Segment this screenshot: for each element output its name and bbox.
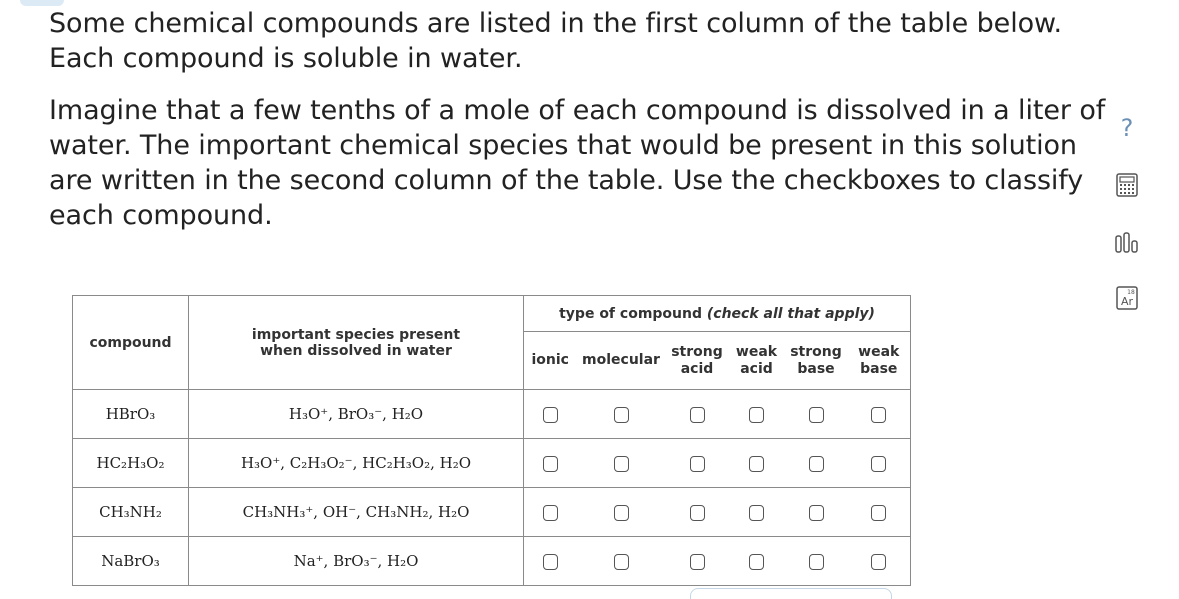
molecular-checkbox[interactable] xyxy=(614,407,629,423)
classification-table xyxy=(72,295,911,586)
question-prompt xyxy=(49,6,1119,250)
table-row xyxy=(73,390,911,439)
table-row xyxy=(73,488,911,537)
weak-acid-checkbox[interactable] xyxy=(749,505,764,521)
table-row xyxy=(73,439,911,488)
compound-cell: NaBrO₃ xyxy=(73,537,189,586)
question-mark-icon: ? xyxy=(1120,114,1134,142)
data-chart-button[interactable] xyxy=(1112,228,1142,258)
header-weak-acid: weak acid xyxy=(729,332,785,390)
molecular-checkbox[interactable] xyxy=(614,505,629,521)
weak-base-checkbox[interactable] xyxy=(871,505,886,521)
molecular-checkbox[interactable] xyxy=(614,554,629,570)
header-ionic: ionic xyxy=(524,332,577,390)
weak-base-checkbox[interactable] xyxy=(871,407,886,423)
strong-acid-checkbox[interactable] xyxy=(690,456,705,472)
header-type-of-compound xyxy=(524,296,911,332)
weak-base-checkbox[interactable] xyxy=(871,456,886,472)
header-strong-base: strong base xyxy=(785,332,848,390)
compound-cell: CH₃NH₂ xyxy=(73,488,189,537)
header-species-line2: when dissolved in water xyxy=(260,342,452,359)
compound-cell: HBrO₃ xyxy=(73,390,189,439)
strong-acid-checkbox[interactable] xyxy=(690,407,705,423)
prompt-paragraph-2: Imagine that a few tenths of a mole of each compound is dissolved in a liter of water. The important chemical species that would be present in this solution are written in the second column of the table. Use the checkboxes to classify each compound. xyxy=(49,95,1106,231)
header-type-main: type of compound xyxy=(559,305,707,322)
help-button[interactable] xyxy=(1112,113,1142,143)
compound-cell: HC₂H₃O₂ xyxy=(73,439,189,488)
periodic-table-button[interactable] xyxy=(1112,283,1142,313)
ionic-checkbox[interactable] xyxy=(543,554,558,570)
header-species-line1: important species present xyxy=(251,326,461,343)
strong-base-checkbox[interactable] xyxy=(809,505,824,521)
strong-base-checkbox[interactable] xyxy=(809,407,824,423)
answer-area-edge xyxy=(690,588,892,599)
weak-acid-checkbox[interactable] xyxy=(749,456,764,472)
calculator-icon xyxy=(1116,173,1138,197)
species-cell: Na⁺, BrO₃⁻, H₂O xyxy=(189,537,524,586)
svg-text:18: 18 xyxy=(1127,289,1135,296)
header-compound: compound xyxy=(73,296,189,390)
bar-chart-icon xyxy=(1114,232,1140,254)
header-molecular: molecular xyxy=(577,332,666,390)
ionic-checkbox[interactable] xyxy=(543,456,558,472)
species-cell: CH₃NH₃⁺, OH⁻, CH₃NH₂, H₂O xyxy=(189,488,524,537)
header-strong-acid: strong acid xyxy=(666,332,729,390)
molecular-checkbox[interactable] xyxy=(614,456,629,472)
strong-base-checkbox[interactable] xyxy=(809,456,824,472)
header-species xyxy=(189,296,524,390)
prompt-paragraph-1: Some chemical compounds are listed in the first column of the table below. Each compound is soluble in water. xyxy=(49,8,1062,74)
weak-base-checkbox[interactable] xyxy=(871,554,886,570)
ionic-checkbox[interactable] xyxy=(543,407,558,423)
species-cell: H₃O⁺, C₂H₃O₂⁻, HC₂H₃O₂, H₂O xyxy=(189,439,524,488)
strong-acid-checkbox[interactable] xyxy=(690,505,705,521)
ionic-checkbox[interactable] xyxy=(543,505,558,521)
calculator-button[interactable] xyxy=(1112,170,1142,200)
table-row xyxy=(73,537,911,586)
species-cell: H₃O⁺, BrO₃⁻, H₂O xyxy=(189,390,524,439)
weak-acid-checkbox[interactable] xyxy=(749,554,764,570)
strong-base-checkbox[interactable] xyxy=(809,554,824,570)
header-weak-base: weak base xyxy=(848,332,911,390)
strong-acid-checkbox[interactable] xyxy=(690,554,705,570)
periodic-table-icon xyxy=(1116,286,1138,310)
header-type-note: (check all that apply) xyxy=(706,305,875,322)
svg-text:Ar: Ar xyxy=(1120,295,1134,308)
weak-acid-checkbox[interactable] xyxy=(749,407,764,423)
